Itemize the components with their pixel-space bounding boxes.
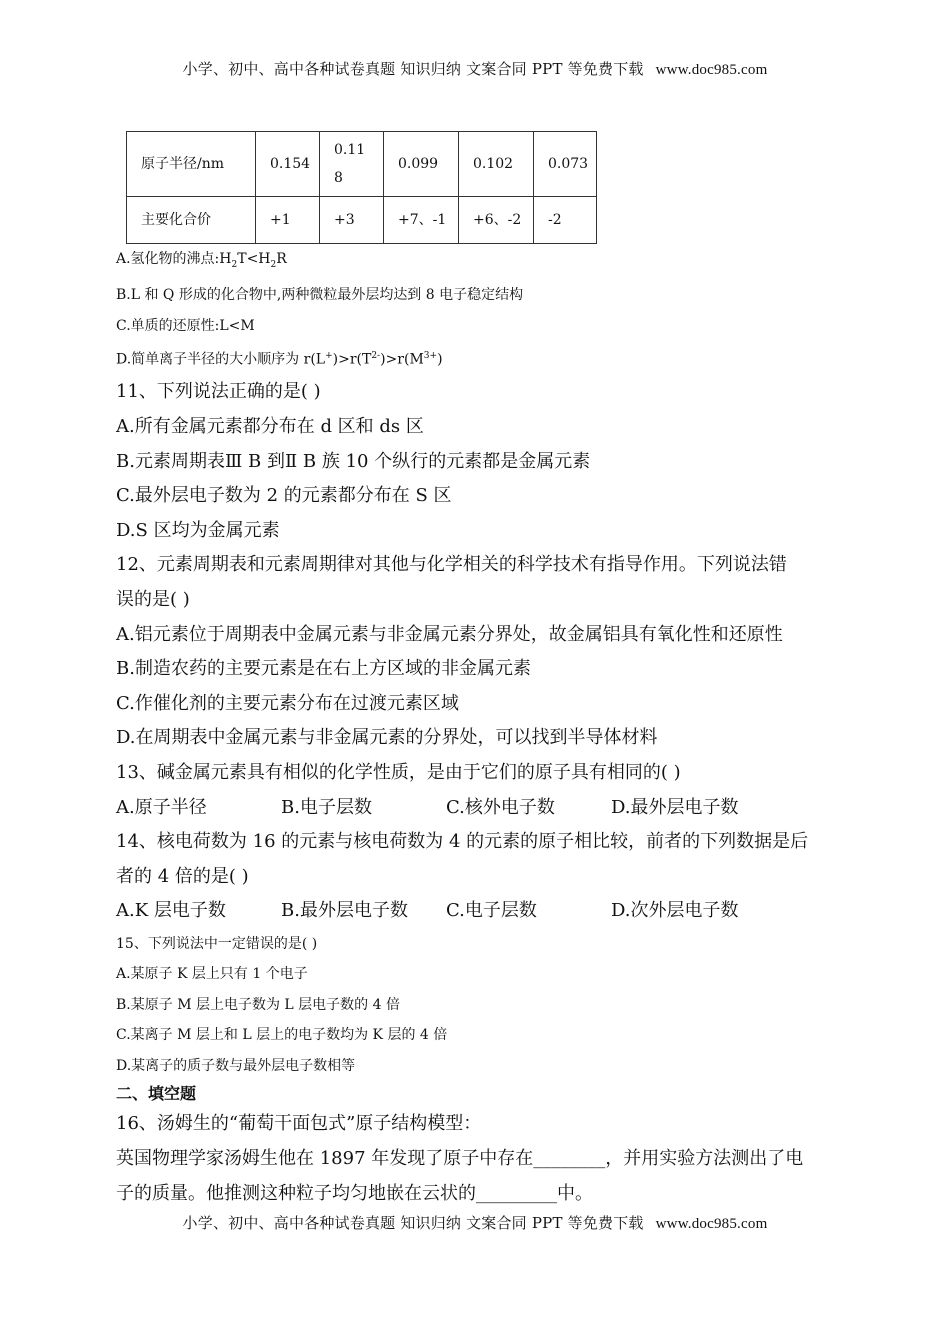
q11-option-a: A.所有金属元素都分布在 d 区和 ds 区 <box>116 416 424 438</box>
q14-option-d: D.次外层电子数 <box>611 900 739 922</box>
table-cell: +6、-2 <box>459 197 534 244</box>
q13-option-d: D.最外层电子数 <box>611 796 739 818</box>
q10-option-b: B.L 和 Q 形成的化合物中,两种微粒最外层均达到 8 电子稳定结构 <box>116 287 524 304</box>
row-label-radius: 原子半径/nm <box>127 132 256 197</box>
table-cell: 0.099 <box>384 132 459 197</box>
table-cell: +7、-1 <box>384 197 459 244</box>
q11-option-b: B.元素周期表Ⅲ B 到Ⅱ B 族 10 个纵行的元素都是金属元素 <box>116 450 591 472</box>
q10-option-d: D.简单离子半径的大小顺序为 $r(L^+)>r(T^{2-})>r(M^{3+})$ <box>116 351 443 368</box>
table-cell: 0.102 <box>459 132 534 197</box>
q12-option-a: A.铝元素位于周期表中金属元素与非金属元素分界处，故金属铝具有氧化性和还原性 <box>116 623 783 645</box>
q14-option-b: B.最外层电子数 <box>281 900 408 922</box>
table-cell: +1 <box>256 197 320 244</box>
q14-option-c: C.电子层数 <box>446 900 537 922</box>
q14-option-a: A.K 层电子数 <box>116 900 226 922</box>
table-cell: 0.073 <box>534 132 597 197</box>
q15-option-b: B.某原子 M 层上电子数为 L 层电子数的 4 倍 <box>116 996 400 1013</box>
page-footer <box>0 1212 950 1233</box>
q11-stem: 11、下列说法正确的是( ) <box>116 381 321 403</box>
table-row <box>127 197 597 244</box>
page-header <box>0 58 950 79</box>
table-cell: 0.154 <box>256 132 320 197</box>
table-cell: +3 <box>320 197 384 244</box>
section-title: 二、填空题 <box>116 1084 197 1104</box>
header-url[interactable]: www.doc985.com <box>655 62 768 78</box>
q11-option-c: C.最外层电子数为 2 的元素都分布在 S 区 <box>116 485 452 507</box>
q13-stem: 13、碱金属元素具有相似的化学性质，是由于它们的原子具有相同的( ) <box>116 761 681 783</box>
q11-option-d: D.S 区均为金属元素 <box>116 519 280 541</box>
q13-option-c: C.核外电子数 <box>446 796 555 818</box>
q12-option-c: C.作催化剂的主要元素分布在过渡元素区域 <box>116 692 459 714</box>
row-label-valence: 主要化合价 <box>127 197 256 244</box>
header-text: 小学、初中、高中各种试卷真题 知识归纳 文案合同 PPT 等免费下载 <box>182 60 644 78</box>
q13-options <box>116 791 836 826</box>
q15-option-a: A.某原子 K 层上只有 1 个电子 <box>116 966 308 983</box>
table-cell-wrapped: 0.11 8 <box>320 132 384 197</box>
q16-line2: 子的质量。他推测这种粒子均匀地嵌在云状的_________中。 <box>116 1182 593 1204</box>
q13-option-a: A.原子半径 <box>116 796 207 818</box>
q16-stem: 16、汤姆生的“葡萄干面包式”原子结构模型： <box>116 1113 482 1135</box>
q10-option-c: C.单质的还原性:L<M <box>116 317 255 334</box>
footer-text: 小学、初中、高中各种试卷真题 知识归纳 文案合同 PPT 等免费下载 <box>182 1214 644 1232</box>
table-cell: -2 <box>534 197 597 244</box>
question-content <box>116 244 836 1211</box>
q14-stem-line1: 14、核电荷数为 16 的元素与核电荷数为 4 的元素的原子相比较，前者的下列数据是后 <box>116 831 809 853</box>
q15-stem: 15、下列说法中一定错误的是( ) <box>116 935 318 952</box>
q12-option-d: D.在周期表中金属元素与非金属元素的分界处，可以找到半导体材料 <box>116 727 658 749</box>
q14-options <box>116 894 836 929</box>
table-row <box>127 132 597 197</box>
q16-line1: 英国物理学家汤姆生他在 1897 年发现了原子中存在________，并用实验方法测出了电 <box>116 1148 804 1170</box>
q13-option-b: B.电子层数 <box>281 796 372 818</box>
q10-option-a: A.氢化物的沸点$:H_2T<H_2R$ <box>116 251 287 270</box>
element-properties-table <box>126 131 597 244</box>
q15-option-c: C.某离子 M 层上和 L 层上的电子数均为 K 层的 4 倍 <box>116 1027 448 1044</box>
q12-stem-line2: 误的是( ) <box>116 589 190 611</box>
footer-url[interactable]: www.doc985.com <box>655 1216 768 1232</box>
q15-option-d: D.某离子的质子数与最外层电子数相等 <box>116 1057 356 1074</box>
q14-stem-line2: 者的 4 倍的是( ) <box>116 865 249 887</box>
q12-option-b: B.制造农药的主要元素是在右上方区域的非金属元素 <box>116 658 531 680</box>
q12-stem-line1: 12、元素周期表和元素周期律对其他与化学相关的科学技术有指导作用。下列说法错 <box>116 554 787 576</box>
